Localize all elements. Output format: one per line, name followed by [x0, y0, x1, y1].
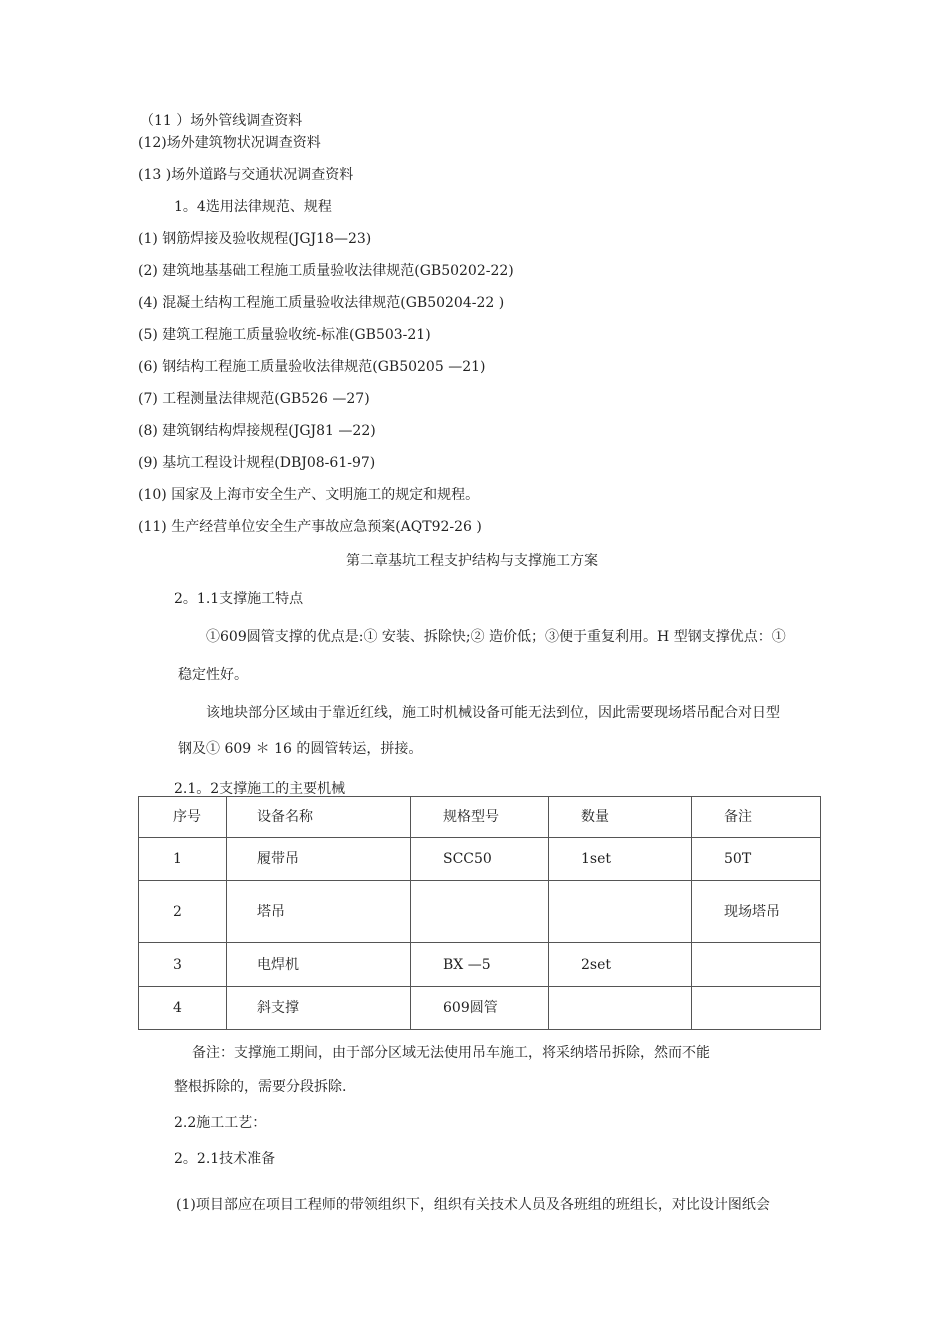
table-header-cell: 规格型号: [411, 797, 549, 838]
table-cell: [411, 881, 549, 943]
law-item: (4) 混凝土结构工程施工质量验收法律规范(GB50204-22 ): [138, 295, 505, 311]
table-row: [139, 943, 821, 987]
paragraph-line: 钢及① 609 ＊ 16 的圆管转运，拼接。: [178, 741, 423, 757]
paragraph-line: 稳定性好。: [178, 667, 248, 683]
table-cell: [549, 881, 692, 943]
table-row: [139, 838, 821, 881]
section-heading-1-4: 1。4选用法律规范、规程: [174, 199, 332, 215]
table-cell: 609圆管: [411, 987, 549, 1030]
table-cell: [692, 943, 821, 987]
table-header-cell: 备注: [692, 797, 821, 838]
table-header-row: [139, 797, 821, 838]
table-cell: 1set: [549, 838, 692, 881]
table-header-cell: 设备名称: [227, 797, 411, 838]
table-cell: [549, 987, 692, 1030]
section-heading-2-1-1: 2。1.1支撑施工特点: [174, 591, 304, 607]
law-item: (5) 建筑工程施工质量验收统-标准(GB503-21): [138, 327, 431, 343]
table-cell: 斜支撑: [227, 987, 411, 1030]
paragraph-line: (1)项目部应在项目工程师的带领组织下，组织有关技术人员及各班组的班组长，对比设计图纸会: [176, 1197, 770, 1213]
law-item: (8) 建筑钢结构焊接规程(JGJ81 —22): [138, 423, 376, 439]
table-cell: 现场塔吊: [692, 881, 821, 943]
table-cell: BX —5: [411, 943, 549, 987]
table-cell: [692, 987, 821, 1030]
table-cell: 4: [139, 987, 227, 1030]
law-item: (1) 钢筋焊接及验收规程(JGJ18—23): [138, 231, 372, 247]
paragraph-line: ①609圆管支撑的优点是:① 安装、拆除快;② 造价低；③便于重复利用。H 型钢支撑优点：①: [206, 629, 786, 645]
law-item: (6) 钢结构工程施工质量验收法律规范(GB50205 —21): [138, 359, 486, 375]
table-cell: 50T: [692, 838, 821, 881]
note-line: 备注：支撑施工期间，由于部分区域无法使用吊车施工，将采纳塔吊拆除，然而不能: [192, 1045, 710, 1061]
table-cell: 2: [139, 881, 227, 943]
table-cell: 3: [139, 943, 227, 987]
section-heading-2-2-1: 2。2.1技术准备: [174, 1151, 276, 1167]
table-cell: 2set: [549, 943, 692, 987]
law-item: (10) 国家及上海市安全生产、文明施工的规定和规程。: [138, 487, 480, 503]
law-item: (2) 建筑地基基础工程施工质量验收法律规范(GB50202-22): [138, 263, 514, 279]
ref-item-11: （11 ）场外管线调查资料: [140, 113, 303, 129]
table-row: [139, 987, 821, 1030]
chapter-title: 第二章基坑工程支护结构与支撑施工方案: [346, 553, 598, 569]
law-item: (9) 基坑工程设计规程(DBJ08-61-97): [138, 455, 376, 471]
ref-item-13: (13 )场外道路与交通状况调查资料: [138, 167, 354, 183]
table-header-cell: 序号: [139, 797, 227, 838]
note-line: 整根拆除的，需要分段拆除.: [174, 1079, 347, 1095]
law-item: (11) 生产经营单位安全生产事故应急预案(AQT92-26 ): [138, 519, 482, 535]
section-heading-2-2: 2.2施工工艺：: [174, 1115, 267, 1131]
section-heading-2-1-2: 2.1。2支撑施工的主要机械: [174, 781, 346, 797]
table-header-cell: 数量: [549, 797, 692, 838]
paragraph-line: 该地块部分区域由于靠近红线，施工时机械设备可能无法到位，因此需要现场塔吊配合对日型: [206, 705, 780, 721]
table-cell: SCC50: [411, 838, 549, 881]
table-cell: 履带吊: [227, 838, 411, 881]
law-item: (7) 工程测量法律规范(GB526 —27): [138, 391, 370, 407]
table-cell: 1: [139, 838, 227, 881]
table-cell: 电焊机: [227, 943, 411, 987]
equipment-table: [138, 796, 821, 1030]
table-row: [139, 881, 821, 943]
table-cell: 塔吊: [227, 881, 411, 943]
ref-item-12: (12)场外建筑物状况调查资料: [138, 135, 321, 151]
